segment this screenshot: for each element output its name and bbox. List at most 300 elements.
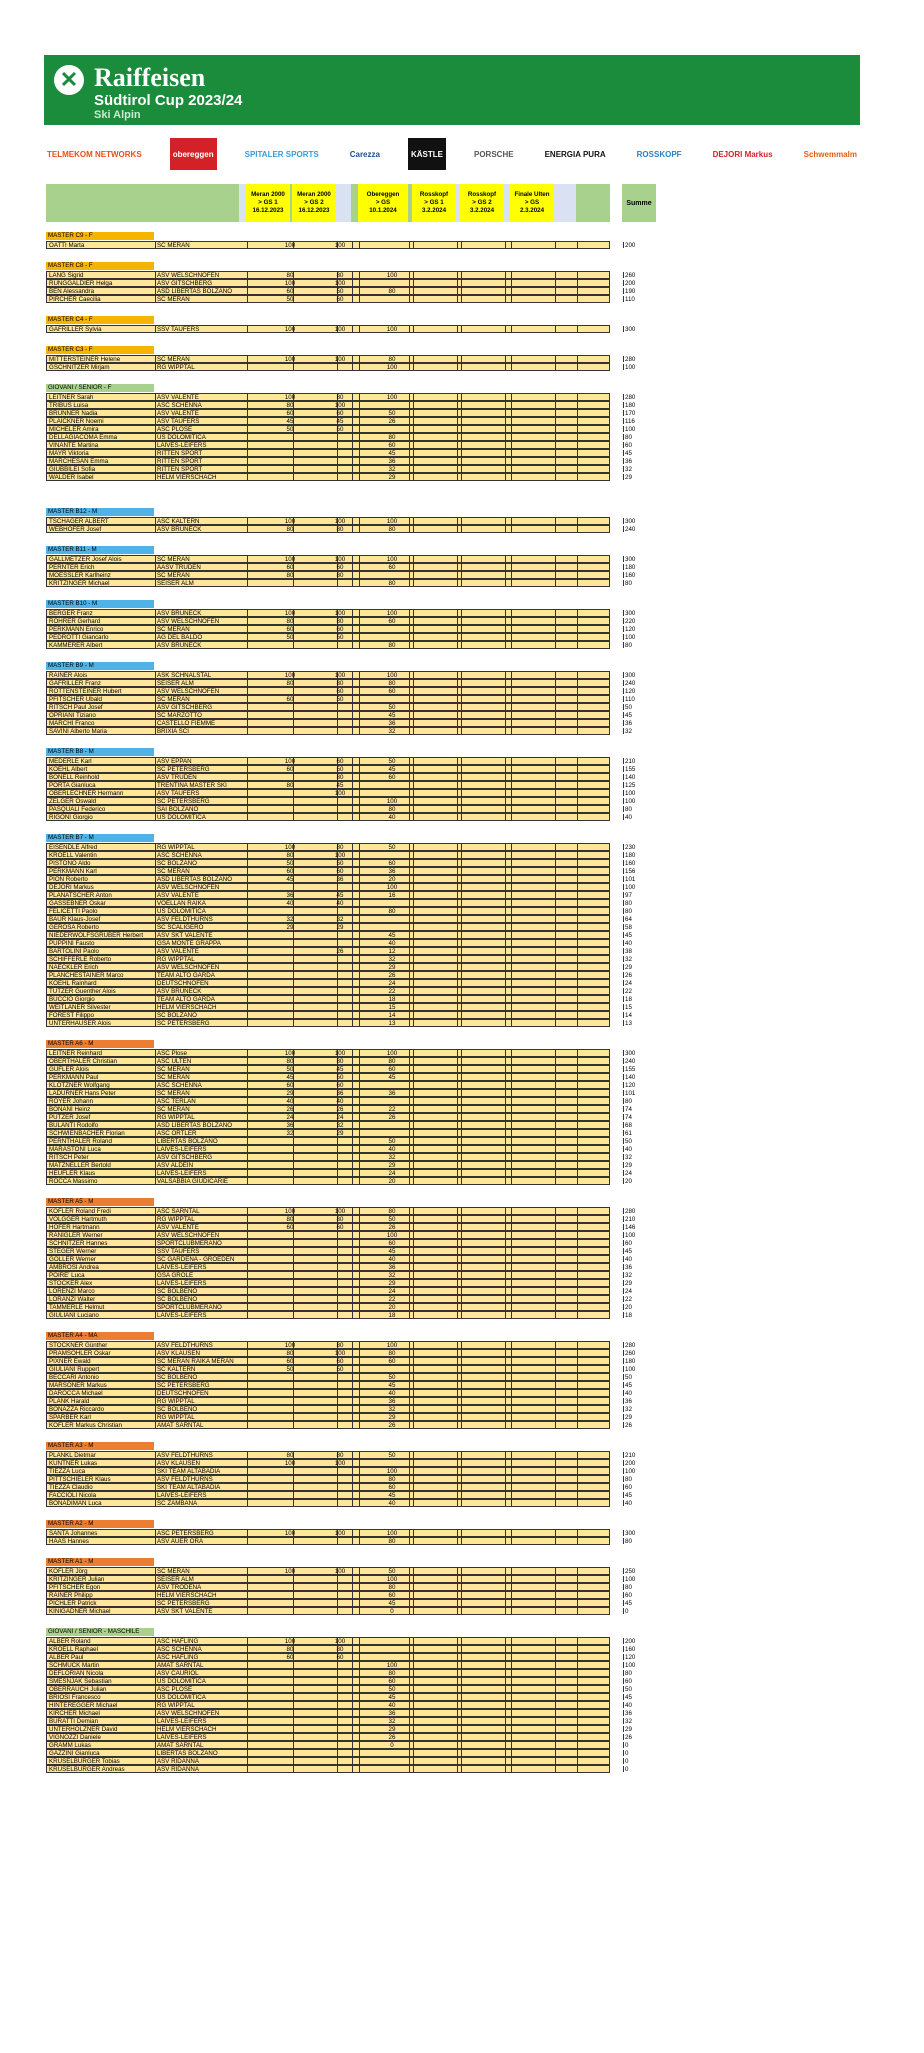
grid-line — [409, 1256, 410, 1262]
grid-line — [511, 564, 512, 570]
grid-line — [623, 1476, 624, 1482]
race-points — [275, 1296, 305, 1303]
grid-line — [555, 1240, 556, 1246]
race-points — [275, 1710, 305, 1717]
athlete-name: VIGNOZZI Daniele — [49, 1734, 101, 1741]
club-name: ASV TAUFERS — [157, 790, 200, 797]
grid-line — [577, 296, 578, 302]
race-points — [377, 242, 407, 249]
grid-line — [623, 1162, 624, 1168]
grid-line — [155, 932, 156, 938]
grid-line — [555, 798, 556, 804]
grid-line — [505, 1264, 506, 1270]
table-row — [46, 1677, 632, 1685]
grid-line — [457, 860, 458, 866]
grid-line — [505, 1098, 506, 1104]
race-points — [325, 1232, 355, 1239]
grid-line — [409, 1114, 410, 1120]
grid-line — [457, 1216, 458, 1222]
athlete-name: KIRCHER Michael — [49, 1710, 100, 1717]
grid-line — [457, 1662, 458, 1668]
athlete-name: GOLLER Werner — [49, 1256, 96, 1263]
grid-line — [511, 1162, 512, 1168]
grid-line — [461, 916, 462, 922]
grid-line — [461, 1264, 462, 1270]
club-name: RG WIPPTAL — [157, 364, 195, 371]
grid-line — [623, 1154, 624, 1160]
total-points: 60 — [625, 1240, 632, 1247]
club-name: RITTEN SPORT — [157, 466, 203, 473]
race-points — [325, 1718, 355, 1725]
table-row — [46, 401, 636, 409]
grid-line — [577, 426, 578, 432]
grid-line — [413, 1106, 414, 1112]
grid-line — [461, 1114, 462, 1120]
club-name: SC BOLZANO — [157, 860, 197, 867]
total-points: 280 — [625, 1208, 636, 1215]
grid-line — [623, 956, 624, 962]
race-points — [275, 1734, 305, 1741]
table-row — [46, 1637, 636, 1645]
grid-line — [155, 1734, 156, 1740]
total-points: 101 — [625, 876, 636, 883]
grid-line — [413, 1406, 414, 1412]
grid-line — [409, 1098, 410, 1104]
athlete-name: RITSCH Peter — [49, 1154, 89, 1161]
grid-line — [461, 1758, 462, 1764]
grid-line — [577, 1004, 578, 1010]
race-points — [325, 364, 355, 371]
grid-line — [409, 1020, 410, 1026]
grid-line — [457, 1208, 458, 1214]
grid-line — [457, 672, 458, 678]
grid-line — [577, 1414, 578, 1420]
grid-line — [461, 1460, 462, 1466]
grid-line — [409, 1224, 410, 1230]
race-points: 0 — [390, 1608, 394, 1615]
grid-line — [359, 356, 360, 362]
athlete-name: PION Roberto — [49, 876, 88, 883]
athlete-name: FACCIOLI Nicola — [49, 1492, 97, 1499]
table-row — [46, 1529, 636, 1537]
grid-line — [457, 618, 458, 624]
grid-line — [461, 296, 462, 302]
sponsor-logo: DEJORI Markus — [712, 149, 773, 159]
race-points: 80 — [388, 1058, 396, 1065]
grid-line — [413, 956, 414, 962]
grid-line — [461, 900, 462, 906]
grid-line — [577, 1530, 578, 1536]
race-points — [325, 1678, 355, 1685]
total-points: 280 — [625, 1342, 636, 1349]
grid-line — [555, 790, 556, 796]
grid-line — [413, 1154, 414, 1160]
grid-line — [555, 1742, 556, 1748]
club-name: ASV SKT VALENTE — [157, 932, 213, 939]
grid-line — [155, 466, 156, 472]
grid-line — [511, 1154, 512, 1160]
grid-line — [461, 1312, 462, 1318]
grid-line — [409, 1702, 410, 1708]
grid-line — [457, 610, 458, 616]
total-points: 32 — [625, 1718, 632, 1725]
race-points — [377, 1646, 407, 1653]
race-points: 60 — [286, 1358, 294, 1365]
grid-line — [457, 1280, 458, 1286]
total-points: 0 — [625, 1742, 629, 1749]
table-row — [46, 1003, 632, 1011]
table-row — [46, 1049, 636, 1057]
grid-line — [413, 1500, 414, 1506]
athlete-name: PRAMSOHLER Oskar — [49, 1350, 111, 1357]
race-points: 32 — [336, 916, 344, 923]
table-row — [46, 1421, 632, 1429]
total-points: 101 — [625, 1090, 636, 1097]
grid-line — [457, 426, 458, 432]
race-points: 60 — [286, 410, 294, 417]
grid-line — [505, 1662, 506, 1668]
grid-line — [511, 860, 512, 866]
total-points: 100 — [625, 884, 636, 891]
grid-line — [413, 474, 414, 480]
race-points — [377, 626, 407, 633]
grid-line — [505, 426, 506, 432]
grid-line — [413, 720, 414, 726]
grid-line — [461, 1358, 462, 1364]
athlete-name: KRITZINGER Julian — [49, 1576, 105, 1583]
grid-line — [461, 876, 462, 882]
grid-line — [155, 806, 156, 812]
grid-line — [505, 782, 506, 788]
table-row — [46, 789, 636, 797]
athlete-name: RITSCH Paul Josef — [49, 704, 103, 711]
grid-line — [409, 1082, 410, 1088]
grid-line — [505, 626, 506, 632]
grid-line — [623, 1082, 624, 1088]
grid-line — [577, 1646, 578, 1652]
grid-line — [555, 1414, 556, 1420]
grid-line — [359, 1240, 360, 1246]
grid-line — [461, 1422, 462, 1428]
race-points: 26 — [336, 1106, 344, 1113]
grid-line — [511, 728, 512, 734]
grid-line — [155, 1066, 156, 1072]
grid-line — [555, 1734, 556, 1740]
grid-line — [555, 450, 556, 456]
total-points: 74 — [625, 1106, 632, 1113]
grid-line — [409, 1750, 410, 1756]
sponsor-logo: KÄSTLE — [408, 138, 446, 170]
grid-line — [623, 1216, 624, 1222]
grid-line — [409, 814, 410, 820]
grid-line — [461, 1686, 462, 1692]
race-points — [325, 1662, 355, 1669]
grid-line — [623, 1280, 624, 1286]
race-points — [275, 1726, 305, 1733]
grid-line — [409, 1584, 410, 1590]
grid-line — [413, 326, 414, 332]
grid-line — [505, 1500, 506, 1506]
race-points — [275, 798, 305, 805]
grid-line — [555, 1162, 556, 1168]
grid-line — [505, 884, 506, 890]
grid-line — [461, 1082, 462, 1088]
grid-line — [359, 948, 360, 954]
athlete-name: PERKMANN Karl — [49, 868, 97, 875]
grid-line — [359, 1170, 360, 1176]
race-points: 29 — [388, 1280, 396, 1287]
athlete-name: RIGONI Giorgio — [49, 814, 93, 821]
athlete-name: LORENZI Marco — [49, 1288, 95, 1295]
grid-line — [413, 758, 414, 764]
race-points: 100 — [284, 1460, 296, 1467]
grid-line — [413, 1576, 414, 1582]
grid-line — [511, 1090, 512, 1096]
grid-line — [457, 1742, 458, 1748]
race-points: 40 — [388, 1702, 396, 1709]
race-points: 40 — [336, 900, 344, 907]
race-points: 100 — [386, 364, 398, 371]
grid-line — [511, 618, 512, 624]
race-points: 26 — [286, 1106, 294, 1113]
grid-line — [505, 1366, 506, 1372]
grid-line — [555, 1646, 556, 1652]
grid-line — [461, 1232, 462, 1238]
grid-line — [155, 1492, 156, 1498]
grid-line — [623, 1382, 624, 1388]
grid-line — [155, 964, 156, 970]
grid-line — [555, 1004, 556, 1010]
total-points: 36 — [625, 458, 632, 465]
grid-line — [409, 402, 410, 408]
athlete-name: BONELL Reinhold — [49, 774, 100, 781]
grid-line — [577, 1074, 578, 1080]
grid-line — [457, 1256, 458, 1262]
grid-line — [505, 1138, 506, 1144]
total-points: 45 — [625, 1248, 632, 1255]
grid-line — [555, 1766, 556, 1772]
race-points: 60 — [336, 868, 344, 875]
grid-line — [511, 1146, 512, 1152]
grid-line — [511, 814, 512, 820]
grid-line — [577, 1216, 578, 1222]
grid-line — [577, 1122, 578, 1128]
club-name: AASV TRUDEN — [157, 564, 201, 571]
table-row — [46, 757, 636, 765]
grid-line — [511, 774, 512, 780]
grid-line — [505, 1694, 506, 1700]
grid-line — [155, 712, 156, 718]
table-row — [46, 1537, 632, 1545]
grid-line — [359, 1366, 360, 1372]
grid-line — [511, 610, 512, 616]
athlete-name: HOFER Hartmann — [49, 1224, 100, 1231]
grid-line — [413, 996, 414, 1002]
race-points: 32 — [388, 1154, 396, 1161]
table-row — [46, 773, 636, 781]
race-points: 50 — [286, 860, 294, 867]
grid-line — [359, 1670, 360, 1676]
grid-line — [413, 1264, 414, 1270]
race-points: 60 — [286, 288, 294, 295]
total-points: 0 — [625, 1608, 629, 1615]
grid-line — [409, 1058, 410, 1064]
grid-line — [155, 868, 156, 874]
grid-line — [505, 526, 506, 532]
grid-line — [457, 1452, 458, 1458]
grid-line — [457, 1406, 458, 1412]
grid-line — [413, 1710, 414, 1716]
grid-line — [577, 924, 578, 930]
grid-line — [155, 442, 156, 448]
grid-line — [577, 1342, 578, 1348]
race-points: 80 — [286, 852, 294, 859]
grid-line — [413, 940, 414, 946]
table-row — [46, 915, 632, 923]
grid-line — [359, 1694, 360, 1700]
total-points: 32 — [625, 956, 632, 963]
grid-line — [505, 442, 506, 448]
total-points: 80 — [625, 1670, 632, 1677]
grid-line — [555, 564, 556, 570]
total-points: 97 — [625, 892, 632, 899]
grid-line — [577, 1256, 578, 1262]
grid-line — [555, 1098, 556, 1104]
race-points: 100 — [334, 326, 346, 333]
sponsor-logo: Carezza — [349, 149, 380, 159]
grid-line — [505, 948, 506, 954]
grid-line — [155, 948, 156, 954]
grid-line — [505, 1248, 506, 1254]
grid-line — [155, 1012, 156, 1018]
grid-line — [577, 1296, 578, 1302]
grid-line — [555, 1296, 556, 1302]
grid-line — [577, 1638, 578, 1644]
race-points — [275, 996, 305, 1003]
race-points — [325, 1492, 355, 1499]
sponsor-logo: Schwemmalm — [803, 149, 857, 159]
grid-line — [577, 556, 578, 562]
grid-line — [457, 442, 458, 448]
race-points: 12 — [388, 948, 396, 955]
race-points: 26 — [388, 1114, 396, 1121]
grid-line — [505, 1114, 506, 1120]
grid-line — [155, 996, 156, 1002]
race-points: 50 — [286, 426, 294, 433]
grid-line — [623, 1296, 624, 1302]
race-points: 36 — [388, 868, 396, 875]
grid-line — [413, 572, 414, 578]
grid-line — [413, 712, 414, 718]
athlete-name: PERNTER Erich — [49, 564, 95, 571]
grid-line — [505, 1240, 506, 1246]
race-points — [377, 402, 407, 409]
grid-line — [511, 1638, 512, 1644]
grid-line — [359, 1734, 360, 1740]
total-points: 120 — [625, 688, 636, 695]
grid-line — [555, 458, 556, 464]
grid-line — [577, 1066, 578, 1072]
grid-line — [409, 1484, 410, 1490]
grid-line — [577, 1718, 578, 1724]
grid-line — [505, 728, 506, 734]
total-points: 300 — [625, 1050, 636, 1057]
grid-line — [511, 356, 512, 362]
race-points — [275, 1670, 305, 1677]
grid-line — [623, 1492, 624, 1498]
race-points: 45 — [336, 892, 344, 899]
club-name: VOELLAN RAIKA — [157, 900, 206, 907]
grid-line — [577, 1248, 578, 1254]
race-points — [325, 1608, 355, 1615]
race-points — [377, 634, 407, 641]
race-points: 80 — [336, 774, 344, 781]
grid-line — [461, 1098, 462, 1104]
grid-line — [409, 1280, 410, 1286]
grid-line — [577, 1288, 578, 1294]
grid-line — [577, 852, 578, 858]
grid-line — [461, 394, 462, 400]
grid-line — [461, 458, 462, 464]
grid-line — [505, 450, 506, 456]
athlete-name: PLANATSCHER Anton — [49, 892, 112, 899]
grid-line — [555, 1090, 556, 1096]
grid-line — [577, 948, 578, 954]
category-label: MASTER B7 - M — [46, 834, 154, 842]
race-points: 100 — [386, 326, 398, 333]
grid-line — [511, 1288, 512, 1294]
athlete-name: STOCKER Alex — [49, 1280, 93, 1287]
grid-line — [511, 1766, 512, 1772]
grid-line — [155, 1726, 156, 1732]
grid-line — [623, 900, 624, 906]
athlete-name: DAROCCA Michael — [49, 1390, 103, 1397]
grid-line — [555, 1422, 556, 1428]
total-points: 32 — [625, 1406, 632, 1413]
grid-line — [155, 1608, 156, 1614]
race-points: 100 — [334, 790, 346, 797]
race-points: 80 — [388, 1350, 396, 1357]
grid-line — [457, 1686, 458, 1692]
grid-line — [359, 634, 360, 640]
grid-line — [359, 564, 360, 570]
grid-line — [505, 356, 506, 362]
club-name: SC SCALIGERO — [157, 924, 204, 931]
club-name: ASC SCHENNA — [157, 1082, 202, 1089]
grid-line — [461, 1154, 462, 1160]
race-points: 26 — [388, 972, 396, 979]
race-points — [275, 988, 305, 995]
grid-line — [505, 618, 506, 624]
grid-line — [359, 1130, 360, 1136]
grid-line — [409, 1694, 410, 1700]
grid-line — [359, 556, 360, 562]
grid-line — [155, 1568, 156, 1574]
race-points: 26 — [336, 948, 344, 955]
grid-line — [457, 948, 458, 954]
race-points: 100 — [386, 884, 398, 891]
grid-line — [413, 790, 414, 796]
club-name: HELM VIERSCHACH — [157, 1004, 217, 1011]
race-points: 80 — [388, 908, 396, 915]
race-points — [377, 1654, 407, 1661]
race-points: 100 — [284, 610, 296, 617]
athlete-name: TUTZER Guenther Alois — [49, 988, 116, 995]
race-points: 100 — [334, 402, 346, 409]
grid-line — [457, 1568, 458, 1574]
club-name: HELM VIERSCHACH — [157, 1726, 217, 1733]
athlete-name: STOCKNER Günther — [49, 1342, 108, 1349]
